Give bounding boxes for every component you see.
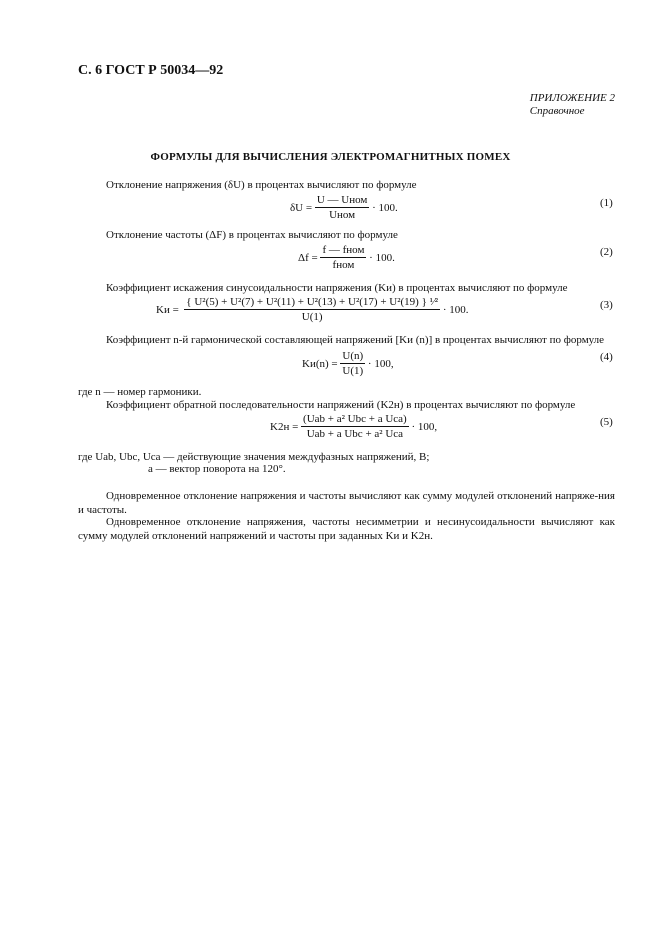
formula-4 xyxy=(302,350,394,377)
formula-4-denominator: U(1) xyxy=(342,365,364,377)
formula-5-denominator: Uab + a Ubc + a² Uca xyxy=(306,428,404,440)
formula-4-tail: · 100, xyxy=(367,357,394,370)
formula-1-tail: · 100. xyxy=(372,201,398,214)
formula-3-tail: · 100. xyxy=(442,303,469,316)
formula-3-denominator: U(1) xyxy=(301,311,323,323)
formula-4-fraction xyxy=(340,350,365,377)
formula-5-fraction xyxy=(301,413,409,440)
rotation-vector-note: a — вектор поворота на 120°. xyxy=(148,463,286,475)
paragraph-combined-deviation: Одновременное отклонение напряжения и частоты вычисляют как сумму модулей отклонений напряже-ния и частоты. xyxy=(78,490,615,516)
formula-2-denominator: fном xyxy=(332,259,355,271)
page-header: С. 6 ГОСТ Р 50034—92 xyxy=(78,63,224,78)
harmonic-note: где n — номер гармоники. xyxy=(78,386,202,398)
formula-2-numerator: f — fном xyxy=(322,244,365,256)
formula-2-tail: · 100. xyxy=(369,251,395,264)
paragraph-frequency-deviation: Отклонение частоты (ΔF) в процентах вычисляют по формуле xyxy=(106,229,398,241)
formula-4-lhs: Kи(n) = xyxy=(302,357,338,370)
paragraph-distortion-coefficient: Коэффициент искажения синусоидальности напряжения (Kи) в процентах вычисляют по формуле xyxy=(106,282,568,294)
formula-4-numerator: U(n) xyxy=(342,350,364,362)
formula-5-tail: · 100, xyxy=(411,420,438,433)
paragraph-voltage-deviation: Отклонение напряжения (δU) в процентах вычисляют по формуле xyxy=(106,179,417,191)
formula-5-numerator: (Uab + a² Ubc + a Uca) xyxy=(303,413,407,425)
formula-1-numerator: U — Uном xyxy=(316,194,368,206)
formula-1-denominator: Uном xyxy=(329,209,356,221)
paragraph-negative-sequence: Коэффициент обратной последовательности напряжений (K2н) в процентах вычисляют по формуле xyxy=(106,399,576,411)
equation-number-2: (2) xyxy=(600,246,613,258)
formula-2-fraction xyxy=(320,244,366,271)
formula-3-fraction xyxy=(184,296,440,323)
formula-2 xyxy=(298,244,395,271)
formula-1 xyxy=(290,194,398,221)
equation-number-4: (4) xyxy=(600,351,613,363)
formula-3-numerator: { U²(5) + U²(7) + U²(11) + U²(13) + U²(17) + U²(19) } ¹⁄² xyxy=(186,296,439,308)
formula-3-lhs: Kи = xyxy=(156,303,179,316)
formula-2-lhs: Δf = xyxy=(298,251,318,264)
appendix-number: ПРИЛОЖЕНИЕ 2 xyxy=(529,92,615,104)
equation-number-1: (1) xyxy=(600,197,613,209)
formula-5-lhs: K2н = xyxy=(270,420,299,433)
phase-voltage-note: где Uab, Ubc, Uca — действующие значения междуфазных напряжений, В; xyxy=(78,451,430,463)
appendix-label xyxy=(530,92,615,118)
paragraph-combined-all: Одновременное отклонение напряжения, частоты несимметрии и несинусоидальности вычисляют как сумму модулей отклонений напряжений и частоты при заданных Kи и K2н. xyxy=(78,516,615,542)
paragraph-harmonic-coefficient: Коэффициент n-й гармонической составляющей напряжений [Kи (n)] в процентах вычисляют по формуле xyxy=(106,334,605,346)
formula-1-fraction xyxy=(315,194,370,221)
section-title: ФОРМУЛЫ ДЛЯ ВЫЧИСЛЕНИЯ ЭЛЕКТРОМАГНИТНЫХ ПОМЕХ xyxy=(150,151,511,163)
formula-1-lhs: δU = xyxy=(290,201,313,214)
appendix-type: Справочное xyxy=(529,105,585,117)
formula-3 xyxy=(156,296,468,323)
formula-5 xyxy=(270,413,437,440)
equation-number-3: (3) xyxy=(600,299,613,311)
equation-number-5: (5) xyxy=(600,416,613,428)
